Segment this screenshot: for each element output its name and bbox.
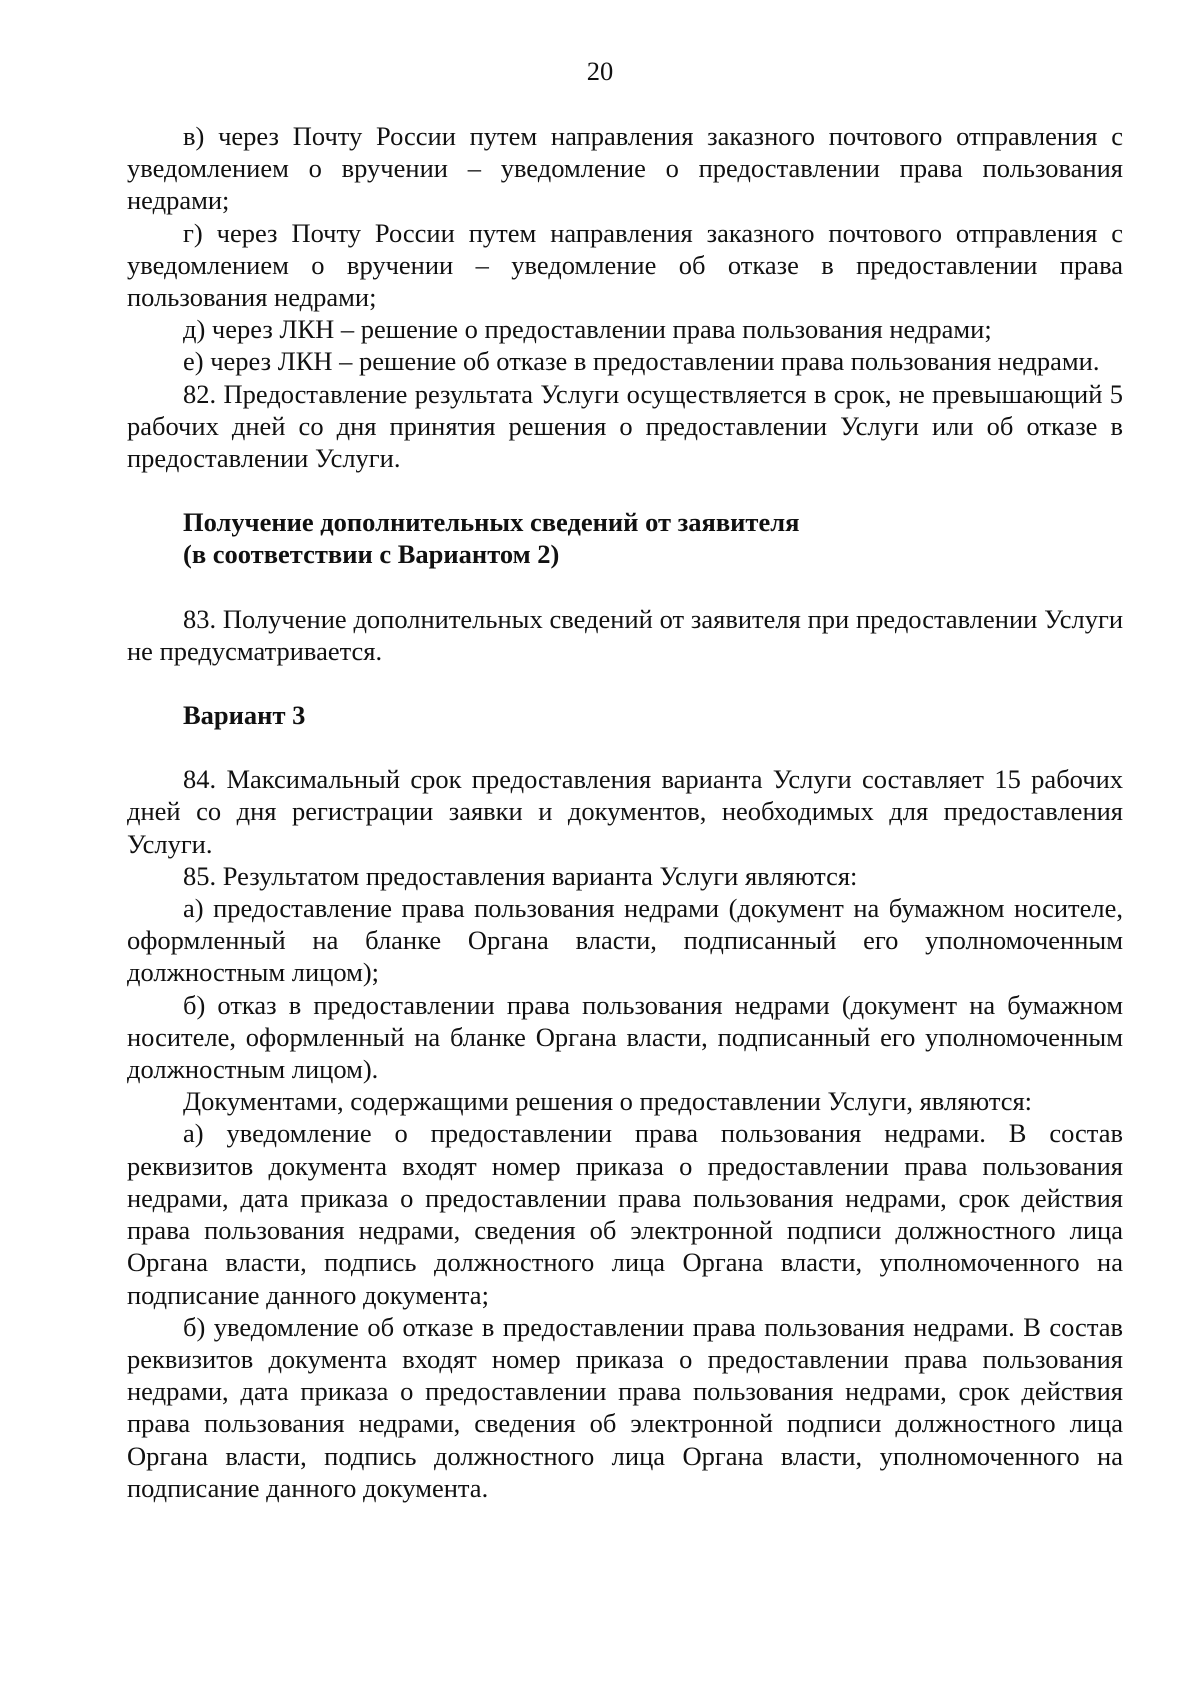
paragraph-b-refuse-right: б) отказ в предоставлении права пользования недрами (документ на бумажном носителе, оформленный на бланке Органа власти, подписанный его уполномоченным должностным лицом). bbox=[127, 989, 1123, 1085]
section-heading-variant-3 bbox=[127, 699, 1123, 731]
paragraph-a-grant-notice: а) уведомление о предоставлении права пользования недрами. В состав реквизитов документа входят номер приказа о предоставлении права пользования недрами, дата приказа о предоставлении права пользования недрами, срок действия права пользования недрами, сведения об электронной подписи должностного лица Органа власти, подпись должностного лица Органа власти, уполномоченного на подписание данного документа; bbox=[127, 1118, 1123, 1310]
heading-line: Получение дополнительных сведений от заявителя bbox=[183, 507, 800, 538]
document-body bbox=[127, 120, 1123, 1504]
paragraph-e-lkn-refusal: е) через ЛКН – решение об отказе в предоставлении права пользования недрами. bbox=[183, 346, 1100, 377]
heading-line: Вариант 3 bbox=[183, 700, 306, 731]
paragraph-85-results: 85. Результатом предоставления варианта Услуги являются: bbox=[183, 860, 858, 891]
paragraph-82-result-term: 82. Предоставление результата Услуги осуществляется в срок, не превышающий 5 рабочих дней со дня принятия решения о предоставлении Услуги или об отказе в предоставлении Услуги. bbox=[127, 378, 1123, 474]
paragraph-g-post-notice-refusal: г) через Почту России путем направления заказного почтового отправления с уведомлением о вручении – уведомление об отказе в предоставлении права пользования недрами; bbox=[127, 217, 1123, 313]
paragraph-a-grant-right: а) предоставление права пользования недрами (документ на бумажном носителе, оформленный на бланке Органа власти, подписанный его уполномоченным должностным лицом); bbox=[127, 893, 1123, 988]
paragraph-v-post-notice-grant: в) через Почту России путем направления заказного почтового отправления с уведомлением о вручении – уведомление о предоставлении права пользования недрами; bbox=[127, 121, 1123, 216]
paragraph-84-max-term: 84. Максимальный срок предоставления варианта Услуги составляет 15 рабочих дней со дня регистрации заявки и документов, необходимых для предоставления Услуги. bbox=[127, 764, 1123, 859]
section-heading-additional-info bbox=[127, 506, 1123, 570]
paragraph-decision-documents: Документами, содержащими решения о предоставлении Услуги, являются: bbox=[183, 1086, 1033, 1117]
paragraph-d-lkn-grant: д) через ЛКН – решение о предоставлении права пользования недрами; bbox=[183, 314, 992, 345]
paragraph-83-no-additional-info: 83. Получение дополнительных сведений от заявителя при предоставлении Услуги не предусматривается. bbox=[127, 603, 1123, 666]
page-number: 20 bbox=[586, 56, 614, 86]
heading-line: (в соответствии с Вариантом 2) bbox=[183, 539, 560, 570]
paragraph-b-refusal-notice: б) уведомление об отказе в предоставлении права пользования недрами. В состав реквизитов документа входят номер приказа о предоставлении права пользования недрами, дата приказа о предоставлении права пользования недрами, срок действия права пользования недрами, сведения об электронной подписи должностного лица Органа власти, подпись должностного лица Органа власти, уполномоченного на подписание данного документа. bbox=[127, 1311, 1123, 1503]
